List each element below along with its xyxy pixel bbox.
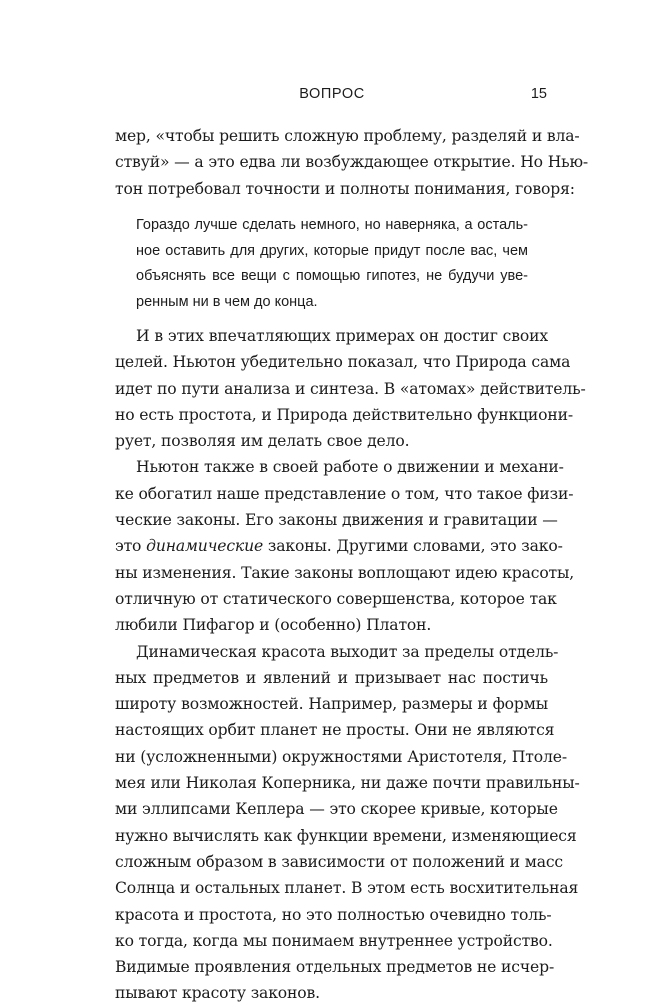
text-line: Динамическая красота выходит за пределы отдель-: [136, 642, 559, 661]
text-line: мея или Николая Коперника, ни даже почти правильны-: [115, 774, 580, 793]
text-line: И в этих впечатляющих примерах он достиг своих: [136, 327, 548, 345]
text-line: Видимые проявления отдельных предметов не исчер-: [115, 958, 555, 977]
text-line: ствуй» — а это едва ли возбуждающее открытие. Но Нью-: [115, 153, 589, 172]
text-fragment: это: [115, 537, 142, 556]
page-number: 15: [530, 86, 547, 102]
text-line: ко тогда, когда мы понимаем внутреннее устройство.: [115, 931, 553, 950]
text-line: нужно вычислять как функции времени, изменяющиеся: [115, 826, 577, 845]
quote-line: ренным ни в чем до конца.: [136, 293, 318, 310]
text-line: отличную от статического совершенства, которое так: [115, 589, 557, 608]
text-line: сложным образом в зависимости от положений и масс: [115, 852, 564, 871]
text-line: идет по пути анализа и синтеза. В «атомах» действитель-: [115, 379, 586, 398]
text-line: ных предметов и явлений и призывает нас постичь: [115, 668, 548, 687]
text-line: пывают красоту законов.: [115, 984, 320, 1003]
text-line: но есть простота, и Природа действительно функциони-: [115, 405, 574, 424]
text-line: Ньютон также в своей работе о движении и механи-: [136, 458, 564, 477]
text-line: ческие законы. Его законы движения и гравитации —: [115, 511, 558, 530]
main-text: [115, 323, 586, 1007]
text-line: широту возможностей. Например, размеры и формы: [115, 695, 548, 714]
emphasized-word: динамические: [146, 537, 264, 556]
block-quote: [136, 213, 528, 315]
quote-line: объяснять все вещи с помощью гипотез, не будучи уве-: [136, 268, 528, 284]
running-header: [0, 86, 664, 106]
text-line: ни (усложненными) окружностями Аристотеля, Птоле-: [115, 747, 567, 766]
text-line: любили Пифагор и (особенно) Платон.: [115, 616, 432, 635]
text-line: красота и простота, но это полностью очевидно толь-: [115, 905, 552, 924]
text-line: мер, «чтобы решить сложную проблему, разделяй и вла-: [115, 127, 580, 145]
text-line: тон потребовал точности и полноты понимания, говоря:: [115, 179, 575, 198]
text-line: [115, 533, 563, 559]
text-line: рует, позволяя им делать свое дело.: [115, 432, 410, 451]
text-line: ке обогатил наше представление о том, что такое физи-: [115, 484, 574, 503]
text-line: настоящих орбит планет не просты. Они не являются: [115, 721, 555, 740]
text-line: ны изменения. Такие законы воплощают идею красоты,: [115, 563, 575, 582]
text-fragment: законы. Другими словами, это зако-: [267, 537, 563, 556]
text-line: Солнца и остальных планет. В этом есть восхитительная: [115, 879, 579, 898]
quote-line: Гораздо лучше сделать немного, но наверняка, а осталь-: [136, 217, 528, 233]
text-line: целей. Ньютон убедительно показал, что Природа сама: [115, 353, 571, 372]
quote-line: ное оставить для других, которые придут после вас, чем: [136, 242, 528, 259]
paragraph-intro: [115, 123, 589, 202]
running-title: ВОПРОС: [299, 86, 365, 102]
text-line: ми эллипсами Кеплера — это скорее кривые, которые: [115, 800, 558, 819]
